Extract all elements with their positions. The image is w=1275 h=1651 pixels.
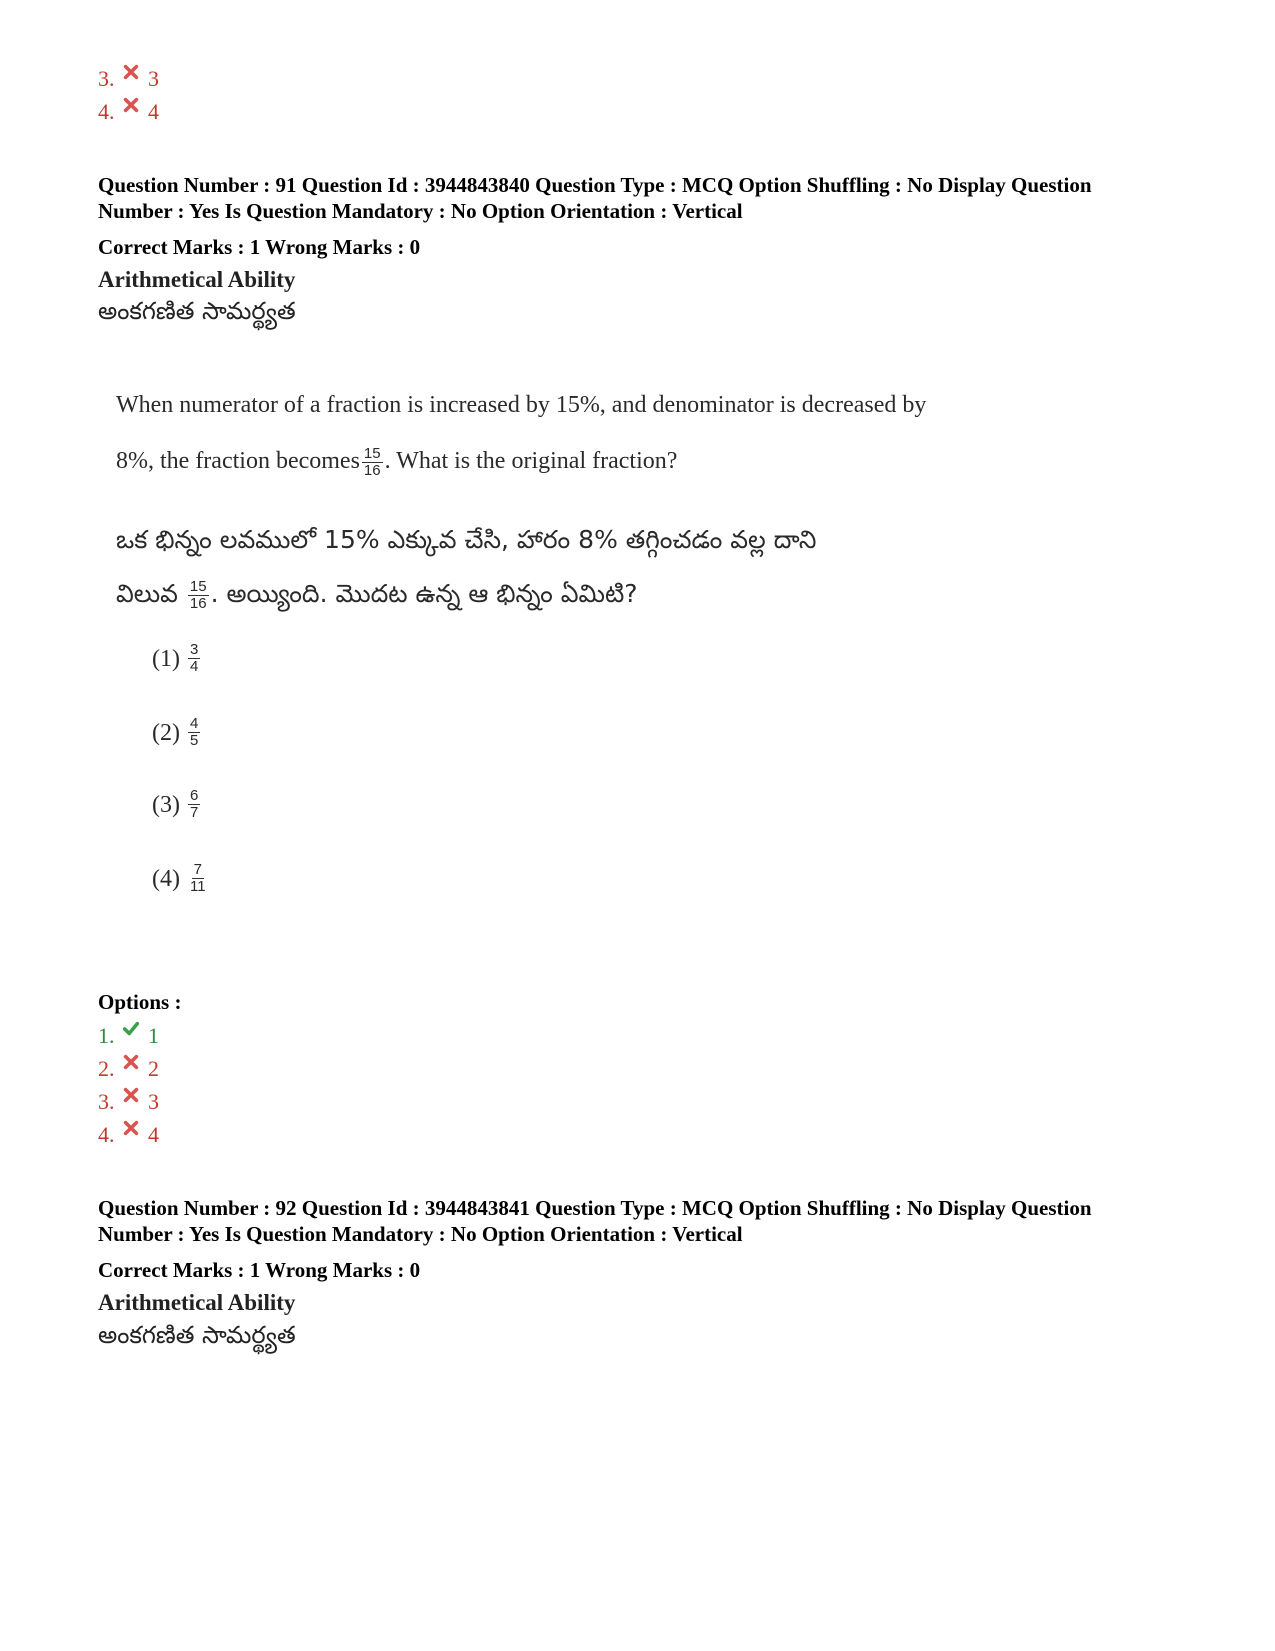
option-value: 4 — [148, 1122, 159, 1147]
option-number: 4. — [98, 99, 115, 124]
question-text-segment: 8%, the fraction becomes — [116, 448, 360, 475]
check-icon — [122, 1018, 146, 1042]
fraction-denominator: 4 — [189, 658, 199, 675]
question-text-te-line1: ఒక భిన్నం లవములో 15% ఎక్కువ చేసి, హారం 8% తగ్గించడం వల్ల దాని — [116, 525, 817, 554]
option-number: 2. — [98, 1056, 115, 1081]
fraction — [188, 862, 208, 895]
section-title-en: Arithmetical Ability — [98, 267, 296, 292]
cross-icon — [122, 61, 146, 85]
question-text-segment: . అయ్యింది. మొదట ఉన్న ఆ భిన్నం ఏమిటి? — [210, 579, 638, 608]
option-value: 4 — [148, 99, 159, 124]
question-text-en-line2 — [116, 446, 677, 479]
fraction — [188, 579, 209, 612]
section-title-te: అంకగణిత సామర్థ్యత — [98, 297, 296, 325]
option-number: 3. — [98, 1089, 115, 1114]
choice-label: (4) — [152, 865, 180, 892]
fraction-denominator: 7 — [189, 804, 199, 821]
cross-icon — [122, 94, 146, 118]
fraction-numerator: 4 — [189, 715, 199, 732]
option-line — [98, 66, 159, 92]
option-number: 4. — [98, 1122, 115, 1147]
option-line — [98, 1122, 159, 1148]
option-number: 1. — [98, 1023, 115, 1048]
section-title-en: Arithmetical Ability — [98, 1290, 296, 1315]
options-heading: Options : — [98, 990, 182, 1014]
option-line — [98, 1056, 159, 1082]
question-marks: Correct Marks : 1 Wrong Marks : 0 — [98, 1258, 421, 1282]
answer-choice — [152, 642, 202, 675]
question-meta-line1: Question Number : 92 Question Id : 3944843841 Question Type : MCQ Option Shuffling : No Display Question — [98, 1196, 1092, 1220]
option-number: 3. — [98, 66, 115, 91]
question-text-en-line1: When numerator of a fraction is increased by 15%, and denominator is decreased by — [116, 392, 927, 418]
question-meta-line1: Question Number : 91 Question Id : 3944843840 Question Type : MCQ Option Shuffling : No Display Question — [98, 173, 1092, 197]
option-value: 1 — [148, 1023, 159, 1048]
fraction — [362, 446, 383, 479]
fraction-numerator: 3 — [189, 641, 199, 658]
answer-choice — [152, 788, 202, 821]
fraction — [188, 642, 200, 675]
option-line — [98, 99, 159, 125]
fraction-numerator: 15 — [189, 577, 207, 595]
cross-icon — [122, 1051, 146, 1075]
option-line — [98, 1023, 159, 1049]
fraction-numerator: 7 — [193, 861, 202, 878]
option-line — [98, 1089, 159, 1115]
fraction-denominator: 11 — [189, 878, 206, 895]
fraction-numerator: 6 — [189, 787, 199, 804]
section-title-te: అంకగణిత సామర్థ్యత — [98, 1321, 296, 1349]
fraction-denominator: 16 — [189, 594, 207, 612]
answer-choice — [152, 716, 202, 749]
fraction-denominator: 16 — [363, 462, 381, 479]
question-meta — [98, 1195, 1198, 1247]
choice-label: (3) — [152, 791, 180, 818]
choice-label: (1) — [152, 645, 180, 672]
option-value: 2 — [148, 1056, 159, 1081]
question-meta — [98, 172, 1198, 224]
cross-icon — [122, 1084, 146, 1108]
option-value: 3 — [148, 66, 159, 91]
choice-label: (2) — [152, 719, 180, 746]
question-marks: Correct Marks : 1 Wrong Marks : 0 — [98, 235, 421, 259]
question-text-te-line2 — [116, 578, 638, 612]
fraction-numerator: 15 — [363, 445, 381, 462]
fraction — [188, 788, 200, 821]
question-meta-line2: Number : Yes Is Question Mandatory : No Option Orientation : Vertical — [98, 199, 743, 223]
question-meta-line2: Number : Yes Is Question Mandatory : No Option Orientation : Vertical — [98, 1222, 743, 1246]
answer-choice — [152, 862, 210, 895]
option-value: 3 — [148, 1089, 159, 1114]
question-text-segment: . What is the original fraction? — [384, 448, 678, 475]
cross-icon — [122, 1117, 146, 1141]
question-text-segment: విలువ — [116, 579, 178, 608]
fraction — [188, 716, 200, 749]
fraction-denominator: 5 — [189, 732, 199, 749]
